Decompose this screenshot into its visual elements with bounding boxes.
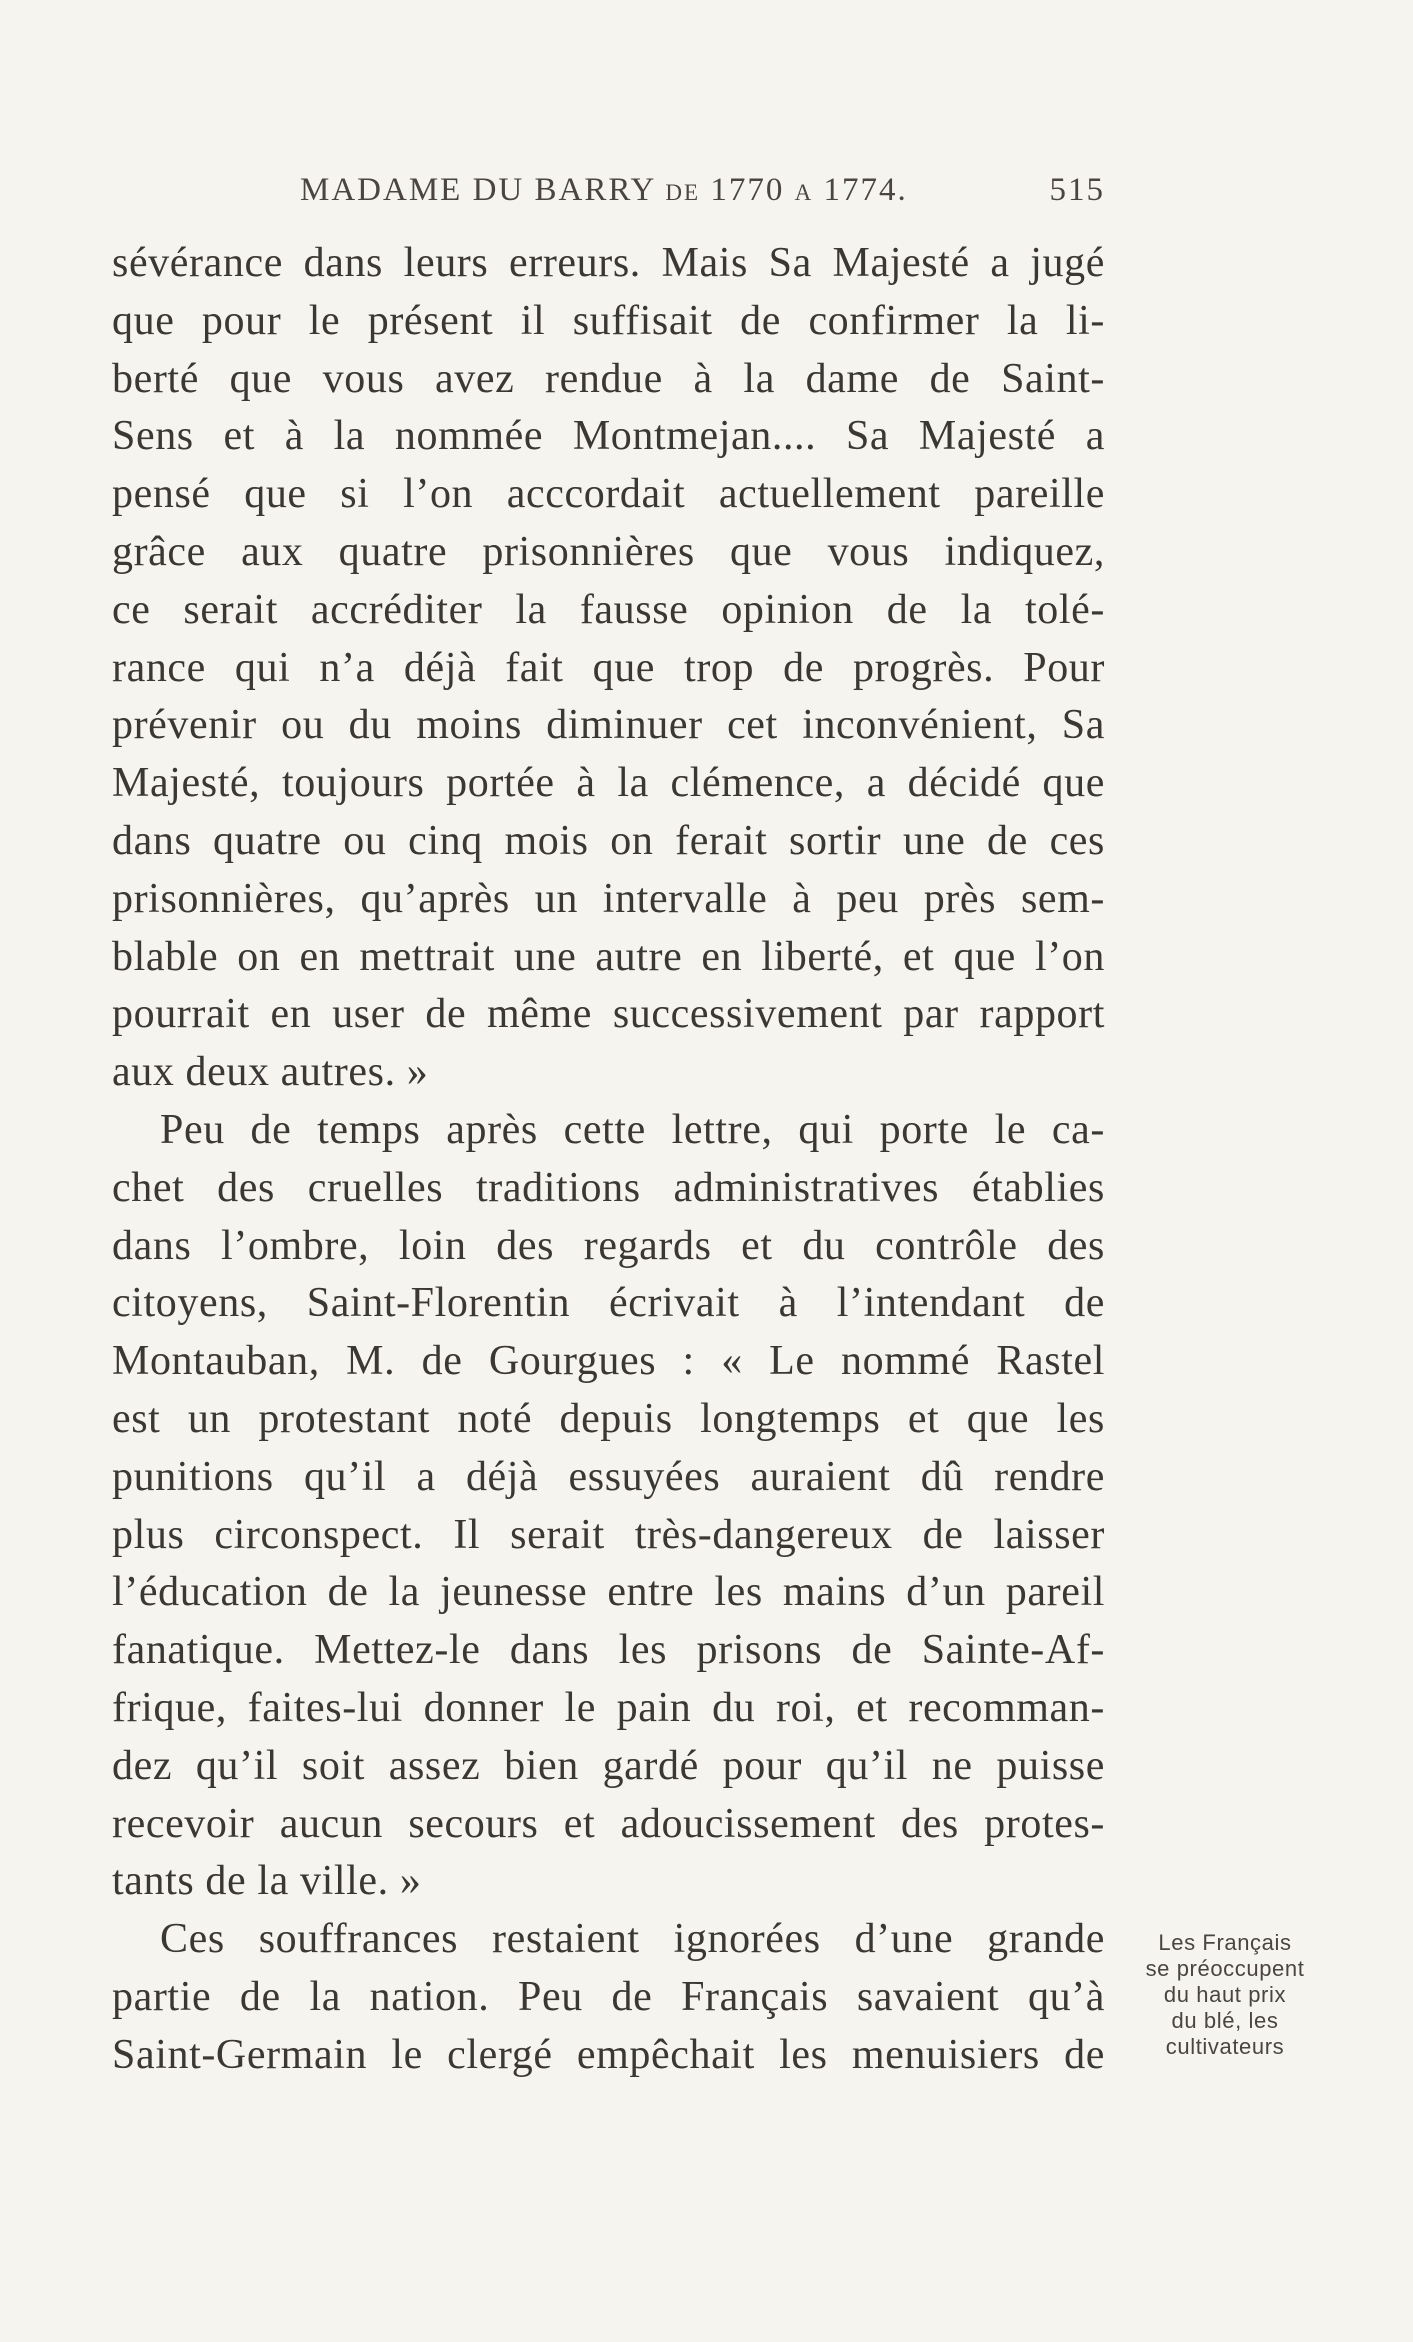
margin-note-line: du haut prix (1163, 1982, 1287, 2007)
text-line: tants de la ville. » (112, 1858, 422, 1905)
text-line: est un protestant noté depuis longtemps et que les (112, 1395, 1105, 1442)
margin-note-line: se préoccupent (1145, 1956, 1305, 1981)
text-line: prisonnières, qu’après un intervalle à peu près sem- (112, 875, 1105, 922)
running-title-de: DE (665, 180, 701, 205)
text-line: l’éducation de la jeunesse entre les mains d’un pareil (112, 1569, 1105, 1616)
text-line: rance qui n’a déjà fait que trop de progrès. Pour (112, 644, 1105, 691)
text-line: partie de la nation. Peu de Français savaient qu’à (112, 1973, 1105, 2020)
text-line: berté que vous avez rendue à la dame de Saint- (112, 355, 1105, 402)
text-line: prévenir ou du moins diminuer cet inconvénient, Sa (112, 702, 1105, 749)
text-line: dans quatre ou cinq mois on ferait sortir une de ces (112, 817, 1105, 864)
text-line: pourrait en user de même successivement par rapport (112, 991, 1105, 1038)
text-line: Majesté, toujours portée à la clémence, a décidé que (112, 760, 1105, 807)
text-line: punitions qu’il a déjà essuyées auraient dû rendre (112, 1453, 1105, 1500)
running-title (300, 172, 908, 209)
paragraph-start-line: Peu de temps après cette lettre, qui porte le ca- (160, 1106, 1105, 1153)
text-line: Saint-Germain le clergé empêchait les menuisiers de (112, 2031, 1105, 2078)
text-line: Montauban, M. de Gourgues : « Le nommé Rastel (112, 1338, 1105, 1385)
text-line: sévérance dans leurs erreurs. Mais Sa Majesté a jugé (112, 240, 1105, 286)
margin-note-line: cultivateurs (1165, 2034, 1285, 2059)
running-title-year-start: 1770 (710, 172, 785, 208)
text-line: aux deux autres. » (112, 1049, 429, 1096)
running-title-a: A (794, 180, 814, 205)
body-text (112, 235, 1105, 2085)
text-line: ce serait accréditer la fausse opinion de la tolé- (112, 586, 1105, 633)
paragraph-start-line: Ces souffrances restaient ignorées d’une grande (160, 1916, 1105, 1963)
text-line: Sens et à la nommée Montmejan.... Sa Majesté a (112, 413, 1105, 460)
running-title-year-end: 1774. (823, 172, 908, 208)
text-line: blable on en mettrait une autre en liberté, et que l’on (112, 933, 1105, 980)
running-head (300, 172, 1105, 212)
page-number: 515 (1049, 172, 1105, 208)
text-line: grâce aux quatre prisonnières que vous indiquez, (112, 528, 1105, 575)
margin-note (1136, 1930, 1314, 2060)
running-title-main: MADAME DU BARRY (300, 172, 656, 208)
text-line: pensé que si l’on acccordait actuellement pareille (112, 471, 1105, 518)
text-line: fanatique. Mettez-le dans les prisons de Sainte-Af- (112, 1627, 1105, 1674)
margin-note-line: Les Français (1158, 1930, 1292, 1955)
text-line: recevoir aucun secours et adoucissement des protes- (112, 1800, 1105, 1847)
text-line: dans l’ombre, loin des regards et du contrôle des (112, 1222, 1105, 1269)
margin-note-line: du blé, les (1171, 2008, 1279, 2033)
text-line: que pour le présent il suffisait de confirmer la li- (112, 297, 1105, 344)
text-line: frique, faites-lui donner le pain du roi, et recomman- (112, 1684, 1105, 1731)
text-line: chet des cruelles traditions administratives établies (112, 1164, 1105, 1211)
text-line: plus circonspect. Il serait très-dangereux de laisser (112, 1511, 1105, 1558)
text-line: citoyens, Saint-Florentin écrivait à l’intendant de (112, 1280, 1105, 1327)
text-line: dez qu’il soit assez bien gardé pour qu’il ne puisse (112, 1742, 1105, 1789)
